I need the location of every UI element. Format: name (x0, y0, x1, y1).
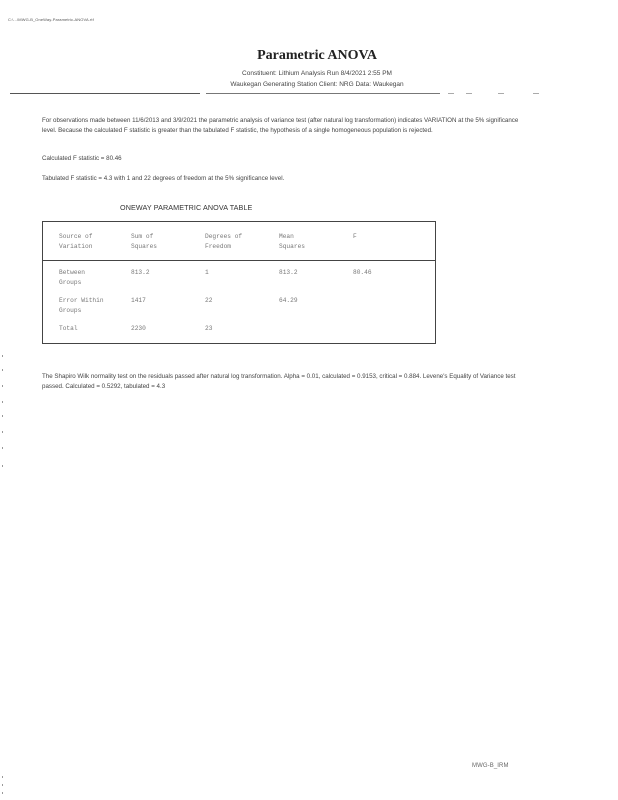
page-title: Parametric ANOVA (257, 48, 377, 63)
header-rule-left (10, 93, 200, 94)
table-row-error-ss: 1417 (131, 297, 146, 304)
document-stamp: MWG-B_IRM (472, 763, 509, 769)
anova-table (42, 221, 436, 344)
table-row-between-ms: 813.2 (279, 269, 298, 276)
anova-table-title: ONEWAY PARAMETRIC ANOVA TABLE (120, 203, 253, 212)
table-row-error-df: 22 (205, 297, 213, 304)
header-rule-right (206, 93, 440, 94)
result-summary-paragraph: For observations made between 11/6/2013 and 3/9/2021 the parametric analysis of variance test (after natural log transformation) indicates VARIATION at the 5% significance level. Because the calculated F statistic is greater than the tabulated F statistic, the hypothesis of a single homogeneous population is rejected. (42, 117, 519, 134)
margin-tick-marks-bottom (2, 776, 4, 796)
header-rule-dash (466, 93, 472, 94)
table-row-error-source: Error Within Groups (59, 297, 104, 314)
table-row-total-df: 23 (205, 325, 213, 332)
header-rule-dash (448, 93, 454, 94)
table-row-between-df: 1 (205, 269, 209, 276)
table-row-total-ss: 2230 (131, 325, 146, 332)
normality-test-paragraph: The Shapiro Wilk normality test on the residuals passed after natural log transformation. Alpha = 0.01, calculated = 0.9153, critical = 0.884. Levene's Equality of Variance test passed. Calculated = 0.5292, tabulated = 4.3 (42, 373, 516, 390)
table-row-between-ss: 813.2 (131, 269, 150, 276)
table-row-between-source: Between Groups (59, 269, 85, 286)
calculated-f-statistic: Calculated F statistic = 80.46 (42, 155, 122, 162)
table-header-f: F (353, 233, 357, 240)
table-header-degrees-of-freedom: Degrees of Freedom (205, 233, 243, 250)
table-header-source: Source of Variation (59, 233, 93, 250)
table-header-sum-of-squares: Sum of Squares (131, 233, 157, 250)
table-row-between-f: 80.46 (353, 269, 372, 276)
tabulated-f-statistic: Tabulated F statistic = 4.3 with 1 and 22 degrees of freedom at the 5% significance level. (42, 175, 285, 182)
table-header-mean-squares: Mean Squares (279, 233, 305, 250)
subtitle-site: Waukegan Generating Station Client: NRG Data: Waukegan (230, 81, 404, 88)
table-row-total-source: Total (59, 325, 78, 332)
header-rule-dash (498, 93, 504, 94)
margin-tick-marks (2, 355, 4, 470)
header-rule-dash (533, 93, 539, 94)
file-path-header: C:\...\MWG-B_OneWay-Parametric-ANOVA.rtf (8, 17, 94, 22)
table-header-separator (43, 260, 435, 261)
table-row-error-ms: 64.29 (279, 297, 298, 304)
subtitle-constituent: Constituent: Lithium Analysis Run 8/4/2021 2:55 PM (242, 70, 392, 77)
